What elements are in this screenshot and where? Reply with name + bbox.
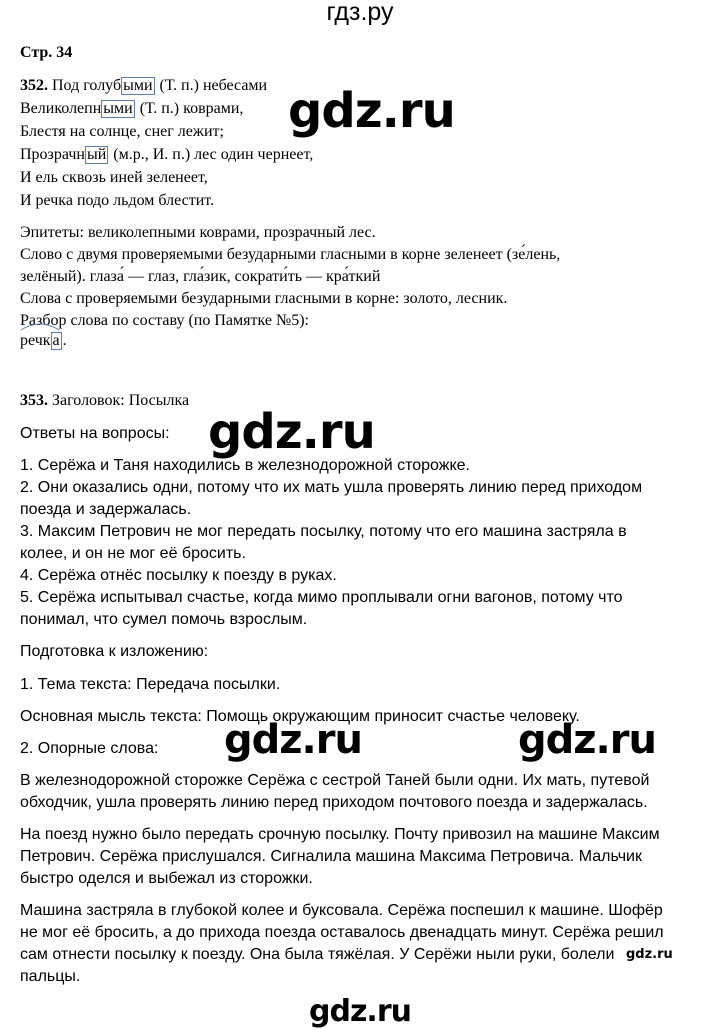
paragraph-line: обходчик, ушла проверять линию перед приходом почтового поезда и задержалась. <box>20 794 648 811</box>
answer-line: поезда и задержалась. <box>20 501 192 518</box>
paragraph-line: быстро оделся и выбежал из сторожки. <box>20 870 313 887</box>
poem-rest: (Т. п.) коврами, <box>135 100 244 117</box>
watermark: gdz.ru <box>288 83 455 139</box>
paragraph-line: Машина застряла в глубокой колее и буксовала. Серёжа поспешил к машине. Шофёр <box>20 902 663 919</box>
site-header: гдз.ру <box>326 0 394 26</box>
word-root: речк <box>20 332 51 349</box>
theme-line: 1. Тема текста: Передача посылки. <box>20 676 281 693</box>
exercise-title: Заголовок: Посылка <box>48 392 190 409</box>
paragraph-line: На поезд нужно было передать срочную посылку. Почту привозил на машине Максим <box>20 826 660 843</box>
watermark-small: gdz.ru <box>626 947 673 962</box>
poem-line-1 <box>20 75 267 97</box>
poem-line-5: И ель сквозь иней зеленеет, <box>20 169 208 186</box>
answer-line: колее, и он не мог её бросить. <box>20 545 246 562</box>
poem-line-2 <box>20 98 243 120</box>
paragraph-line: не мог её бросить, а до прихода поезда оставалось двенадцать минут. Серёжа решил <box>20 924 664 941</box>
ending-box: а <box>52 332 60 349</box>
keywords-heading: 2. Опорные слова: <box>20 740 159 757</box>
word-parse <box>20 330 67 352</box>
poem-line-6: И речка подо льдом блестит. <box>20 192 215 209</box>
watermark-bottom: gdz.ru <box>309 994 411 1029</box>
answer-line: понимал, что сумел помочь взрослым. <box>20 611 308 628</box>
parse-heading: Разбор слова по составу (по Памятке №5): <box>20 312 309 329</box>
poem-rest: (Т. п.) небесами <box>155 77 268 94</box>
answer-line: 2. Они оказались одни, потому что их мать ушла проверять линию перед приходом <box>20 479 643 496</box>
poem-rest: (м.р., И. п.) лес один чернеет, <box>109 146 314 163</box>
poem-line-3: Блестя на солнце, снег лежит; <box>20 123 224 140</box>
exercise-number-352: 352. <box>20 77 48 94</box>
ending-box: ыми <box>123 77 153 94</box>
word-tail: . <box>62 332 67 349</box>
poem-word-stem: Великолепн <box>20 100 102 117</box>
poem-word-stem: Под голуб <box>52 77 122 94</box>
poem-line-4 <box>20 144 313 166</box>
poem-word-stem: Прозрачн <box>20 146 85 163</box>
exercise-353-title <box>20 390 189 412</box>
answer-line: 3. Максим Петрович не мог передать посылку, потому что его машина застряла в <box>20 523 627 540</box>
exercise-number-353: 353. <box>20 392 48 409</box>
watermark: gdz.ru <box>224 717 362 763</box>
paragraph-line: пальцы. <box>20 968 81 985</box>
paragraph-line: Петрович. Серёжа прислушался. Сигналила машина Максима Петровича. Мальчик <box>20 848 642 865</box>
ending-box: ый <box>86 146 107 163</box>
answer-line: 4. Серёжа отнёс посылку к поезду в руках. <box>20 567 337 584</box>
watermark: gdz.ru <box>518 717 656 763</box>
answers-heading: Ответы на вопросы: <box>20 425 170 442</box>
answer-line: 5. Серёжа испытывал счастье, когда мимо проплывали огни вагонов, потому что <box>20 589 623 606</box>
epithets-line: Эпитеты: великолепными коврами, прозрачный лес. <box>20 224 376 241</box>
paragraph-line: В железнодорожной сторожке Серёжа с сестрой Таней были одни. Их мать, путевой <box>20 772 650 789</box>
paragraph-line: сам отнести посылку к поезду. Она была тяжёлая. У Серёжи ныли руки, болели <box>20 946 615 963</box>
answer-line: 1. Серёжа и Таня находились в железнодорожной сторожке. <box>20 457 470 474</box>
double-vowel-line-2: зелёный). глаза́ — глаз, гла́зик, сократи́ть — кра́ткий <box>20 268 381 285</box>
page-label: Стр. 34 <box>20 44 73 61</box>
single-vowel-line: Слова с проверяемыми безударными гласными в корне: золото, лесник. <box>20 290 508 307</box>
prep-heading: Подготовка к изложению: <box>20 643 209 660</box>
double-vowel-line-1: Слово с двумя проверяемыми безударными гласными в корне зеленеет (зе́лень, <box>20 246 561 263</box>
ending-box: ыми <box>103 100 133 117</box>
watermark: gdz.ru <box>208 404 375 460</box>
main-idea-line: Основная мысль текста: Помощь окружающим приносит счастье человеку. <box>20 708 580 725</box>
